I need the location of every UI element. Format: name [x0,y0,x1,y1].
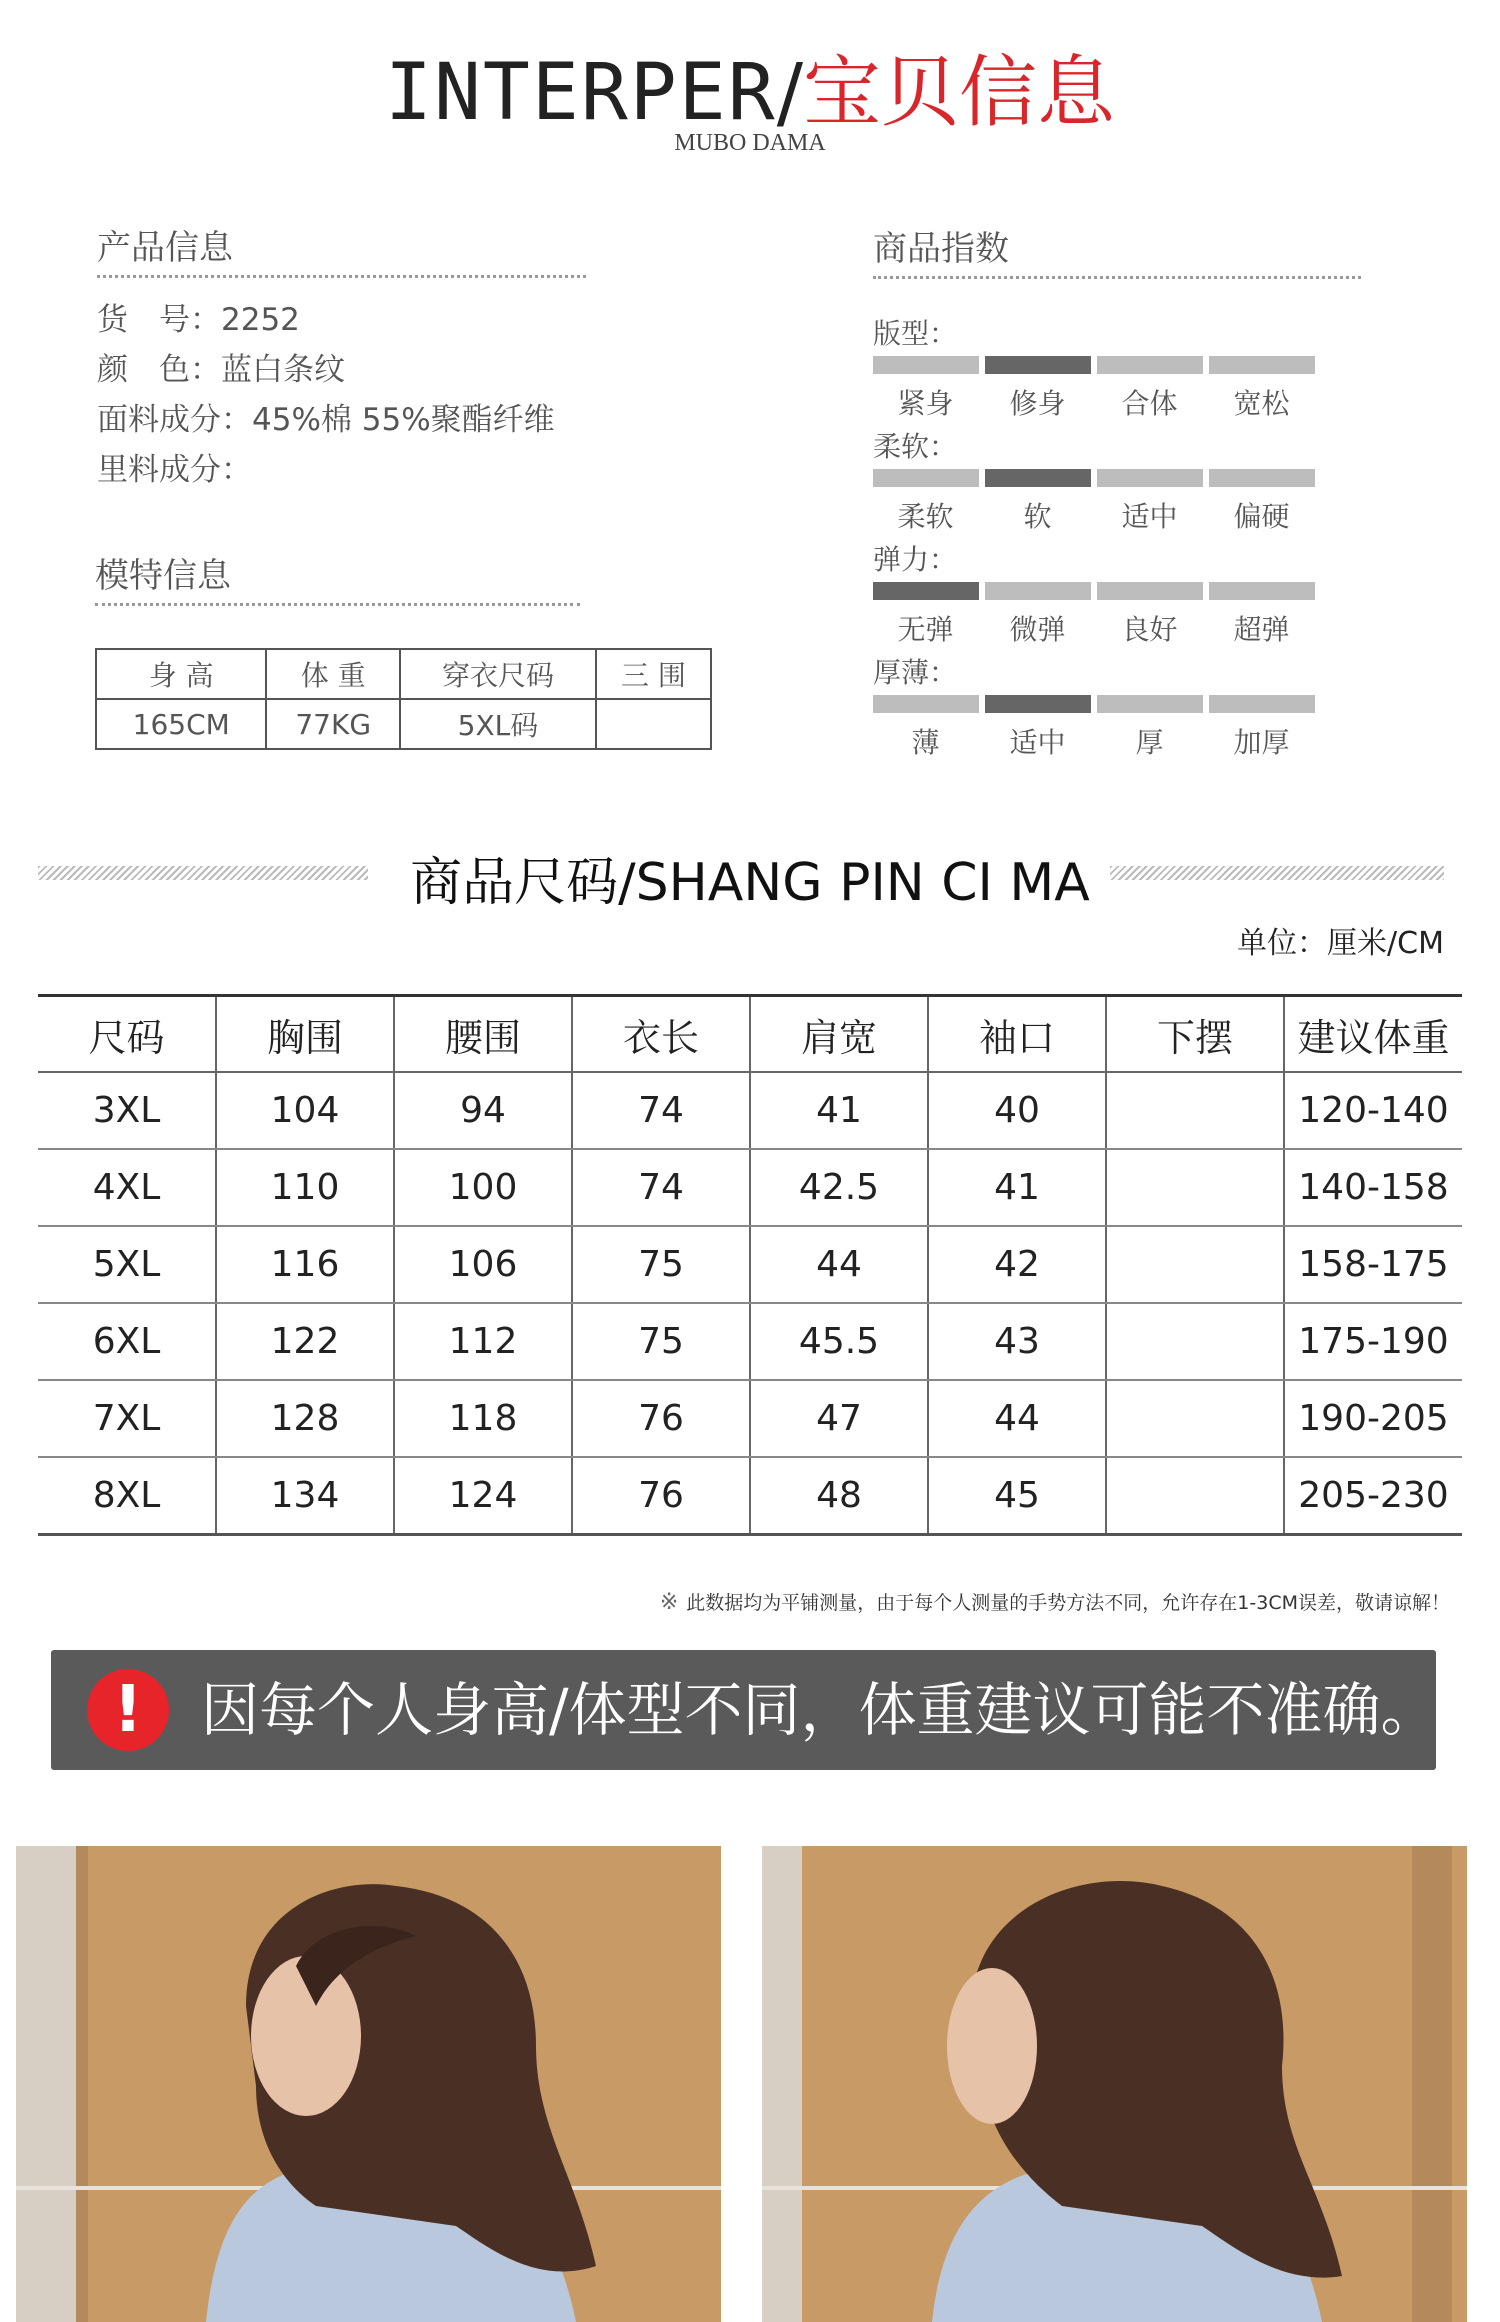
column-header: 建议体重 [1284,996,1462,1073]
note-text: 此数据均为平铺测量，由于每个人测量的手势方法不同，允许存在1-3CM误差，敬请谅解！ [686,1592,1450,1614]
table-cell: 175-190 [1284,1303,1462,1380]
divider [97,275,586,278]
title-cn: 宝贝信息 [802,48,1115,138]
title-en: INTERPER [385,48,777,138]
table-row [38,1226,1462,1303]
size-label-cell: 3XL [38,1072,216,1149]
index-bar-selected [985,356,1091,374]
table-cell [1106,1072,1284,1149]
model-header-cell: 体 重 [266,649,400,699]
index-bar-selected [985,469,1091,487]
page-title [0,48,1500,138]
size-label-cell: 6XL [38,1303,216,1380]
table-cell: 100 [394,1149,572,1226]
index-label: 弹力： [873,543,958,576]
model-photo-back [16,1846,721,2322]
index-option: 柔软 [897,500,954,533]
index-label: 厚薄： [873,656,958,689]
index-bar [1209,469,1315,487]
measurement-note [660,1588,1450,1615]
table-cell [1106,1380,1284,1457]
table-cell: 48 [750,1457,928,1535]
table-cell: 110 [216,1149,394,1226]
index-option: 超弹 [1233,613,1290,646]
size-label-cell: 5XL [38,1226,216,1303]
brand-subtitle: MUBO DAMA [674,130,826,156]
index-option: 偏硬 [1233,500,1290,533]
table-cell: 45 [928,1457,1106,1535]
index-option: 适中 [1009,726,1066,759]
product-info-line: 颜 色：蓝白条纹 [97,352,345,388]
table-cell: 120-140 [1284,1072,1462,1149]
product-info-line: 里料成分： [97,452,252,488]
divider [95,603,580,606]
size-table [38,994,1462,1536]
size-label-cell: 4XL [38,1149,216,1226]
table-row [38,1072,1462,1149]
table-cell [1106,1303,1284,1380]
table-cell [1106,1149,1284,1226]
index-bar [1097,695,1203,713]
size-label-cell: 7XL [38,1380,216,1457]
index-bar-selected [985,695,1091,713]
table-row [38,1380,1462,1457]
index-option: 厚 [1135,726,1164,759]
product-index [873,312,1373,772]
model-info-heading: 模特信息 [95,556,231,596]
table-cell: 45.5 [750,1303,928,1380]
product-index-heading: 商品指数 [873,229,1009,269]
table-cell: 76 [572,1380,750,1457]
table-cell: 41 [750,1072,928,1149]
table-header-row [38,996,1462,1073]
warning-banner [51,1650,1439,1770]
table-cell: 75 [572,1226,750,1303]
model-header-cell: 身 高 [96,649,266,699]
index-bar [873,356,979,374]
index-option: 合体 [1121,387,1178,420]
alert-icon: ! [87,1669,169,1751]
product-info-line: 货 号：2252 [97,302,300,338]
column-header: 肩宽 [750,996,928,1073]
table-cell: 140-158 [1284,1149,1462,1226]
column-header: 衣长 [572,996,750,1073]
index-option: 良好 [1121,613,1178,646]
size-chart-title: 商品尺码/SHANG PIN CI MA [410,853,1090,913]
product-info-heading: 产品信息 [97,228,233,268]
model-value-cell: 77KG [266,699,400,749]
index-bar [873,469,979,487]
column-header: 胸围 [216,996,394,1073]
table-cell: 205-230 [1284,1457,1462,1535]
table-cell: 41 [928,1149,1106,1226]
table-cell: 42.5 [750,1149,928,1226]
column-header: 袖口 [928,996,1106,1073]
model-photo-side [762,1846,1467,2322]
index-option: 微弹 [1009,613,1066,646]
index-option: 软 [1023,500,1052,533]
table-cell: 106 [394,1226,572,1303]
table-cell: 74 [572,1072,750,1149]
table-cell: 118 [394,1380,572,1457]
table-cell [1106,1226,1284,1303]
product-info-line: 面料成分：45%棉 55%聚酯纤维 [97,402,555,438]
table-row [96,699,711,749]
table-cell: 40 [928,1072,1106,1149]
index-option: 修身 [1009,387,1066,420]
table-cell: 124 [394,1457,572,1535]
warning-text: 因每个人身高/体型不同，体重建议可能不准确。 [201,1676,1439,1744]
index-bar [873,695,979,713]
table-cell: 44 [750,1226,928,1303]
table-cell: 43 [928,1303,1106,1380]
index-bar-selected [873,582,979,600]
index-bar [1209,582,1315,600]
table-row [38,1457,1462,1535]
table-cell: 44 [928,1380,1106,1457]
index-bar [985,582,1091,600]
index-bar [1097,582,1203,600]
unit-label: 单位：厘米/CM [1237,926,1444,961]
model-info-table [95,648,712,750]
table-cell: 116 [216,1226,394,1303]
index-option: 宽松 [1233,387,1290,420]
model-value-cell: 165CM [96,699,266,749]
model-value-cell: 5XL码 [400,699,596,749]
table-cell: 76 [572,1457,750,1535]
index-option: 加厚 [1233,726,1290,759]
column-header: 下摆 [1106,996,1284,1073]
model-header-cell: 三 围 [596,649,711,699]
table-cell: 128 [216,1380,394,1457]
table-cell: 104 [216,1072,394,1149]
table-cell: 158-175 [1284,1226,1462,1303]
index-option: 紧身 [897,387,954,420]
table-cell: 42 [928,1226,1106,1303]
index-label: 版型： [873,317,958,350]
table-cell: 94 [394,1072,572,1149]
index-bar [1097,356,1203,374]
index-option: 适中 [1121,500,1178,533]
table-cell: 122 [216,1303,394,1380]
index-option: 无弹 [897,613,954,646]
note-icon: ※ [659,1590,679,1615]
table-cell: 134 [216,1457,394,1535]
table-cell: 47 [750,1380,928,1457]
index-option: 薄 [911,726,940,759]
title-slash: / [776,48,803,138]
table-row [96,649,711,699]
size-label-cell: 8XL [38,1457,216,1535]
divider [873,276,1361,279]
table-cell [1106,1457,1284,1535]
column-header: 腰围 [394,996,572,1073]
table-cell: 75 [572,1303,750,1380]
index-bar [1209,356,1315,374]
table-cell: 74 [572,1149,750,1226]
model-value-cell [596,699,711,749]
index-label: 柔软： [873,430,958,463]
table-row [38,1303,1462,1380]
index-bar [1097,469,1203,487]
index-bar [1209,695,1315,713]
table-row [38,1149,1462,1226]
table-cell: 112 [394,1303,572,1380]
column-header: 尺码 [38,996,216,1073]
table-cell: 190-205 [1284,1380,1462,1457]
model-header-cell: 穿衣尺码 [400,649,596,699]
